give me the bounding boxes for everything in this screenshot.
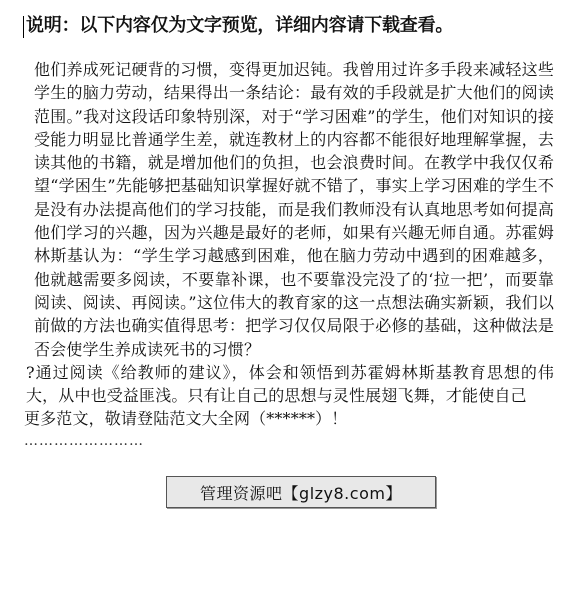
ellipsis-dots: …………………… [24,432,144,449]
text-cursor [23,16,24,38]
watermark-badge: 管理资源吧【glzy8.com】 [166,476,436,508]
body-paragraph: 他们养成死记硬背的习惯，变得更加迟钝。我曾用过许多手段来减轻这些学生的脑力劳动，结果得出一条结论：最有效的手段就是扩大他们的阅读范围。”我对这段话印象特别深，对于“学习困难”的学生，他们对知识的接受能力明显比普通学生差，就连教材上的内容都不能很好地理解掌握，去读其他的书籍，就是增加他们的负担，也会浪费时间。在教学中我仅仅希望“学困生”先能够把基础知识掌握好就不错了，事实上学习困难的学生不是没有办法提高他们的学习技能，而是我们教师没有认真地思考如何提高他们学习的兴趣，因为兴趣是最好的老师，如果有兴趣无师自通。苏霍姆林斯基认为：“学生学习越感到困难，他在脑力劳动中遇到的困难越多，他就越需要多阅读，不要靠补课，也不要靠没完没了的‘拉一把’，而要靠阅读、阅读、再阅读。”这位伟大的教育家的这一点想法确实新颖，我们以前做的方法也确实值得思考：把学习仅仅局限于必修的基础，这种做法是否会使学生养成读死书的习惯？ [34,60,554,359]
preview-notice: 说明：以下内容仅为文字预览，详细内容请下载查看。 [26,15,454,36]
document-body [24,58,554,451]
more-articles-link[interactable]: 更多范文，敬请登陆范文大全网（******）！ [24,409,348,429]
body-paragraph: ?通过阅读《给教师的建议》，体会和领悟到苏霍姆林斯基教育思想的伟大，从中也受益匪浅。只有让自己的思想与灵性展翅飞舞，才能使自己 [26,362,554,406]
